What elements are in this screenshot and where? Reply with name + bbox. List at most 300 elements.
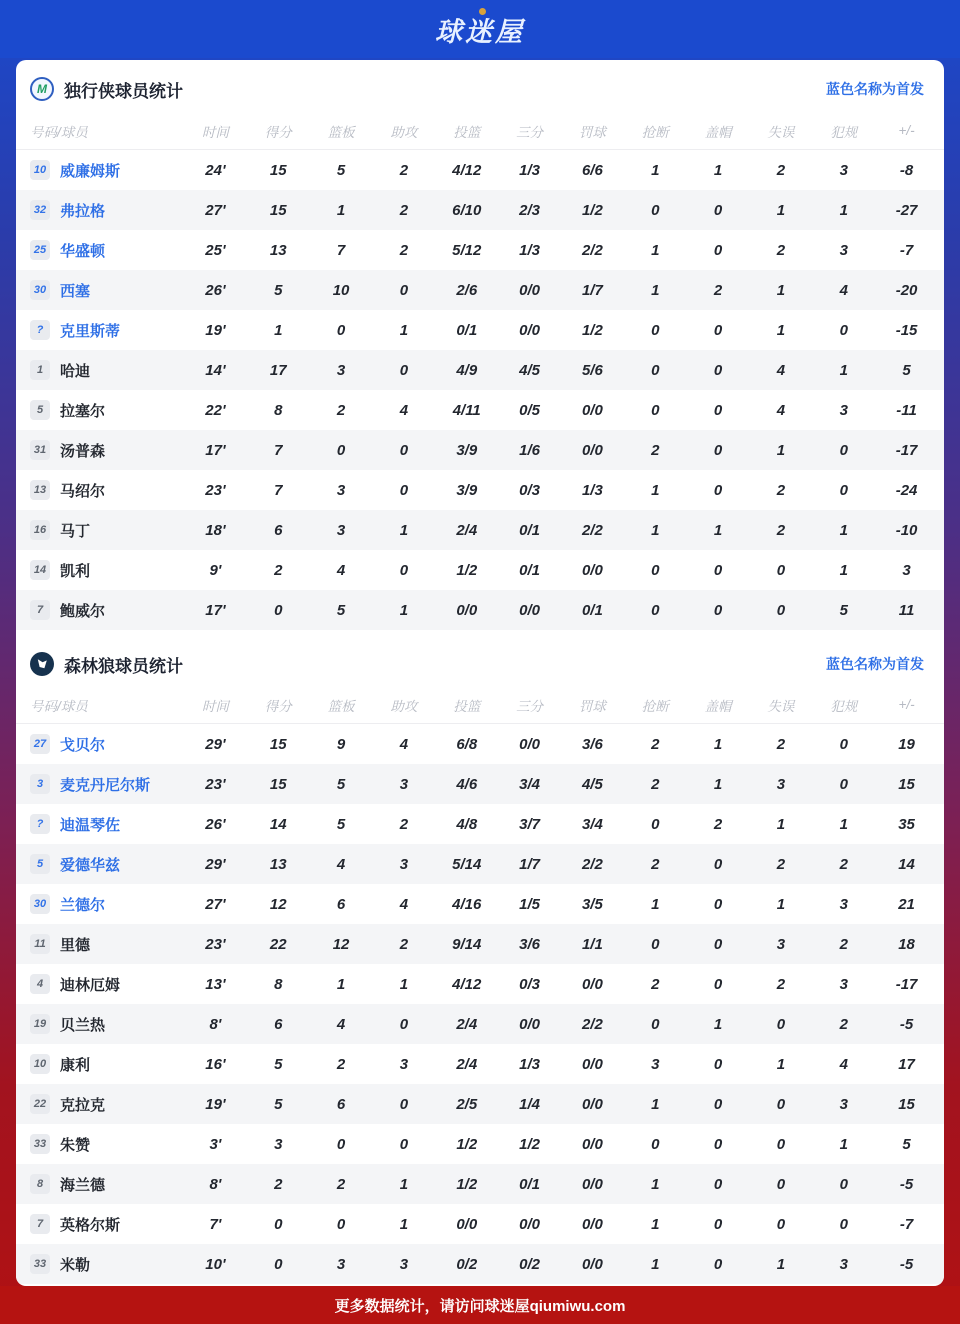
stat-cell: 0 bbox=[651, 401, 660, 419]
stat-cell: 12 bbox=[269, 895, 287, 913]
player-name[interactable]: 克拉克 bbox=[60, 1096, 106, 1114]
stat-cell: 5 bbox=[274, 281, 283, 299]
stat-cell: 0 bbox=[776, 1175, 786, 1193]
stat-cell: 1/3 bbox=[581, 481, 603, 499]
player-number-badge: 25 bbox=[30, 240, 50, 260]
player-name[interactable]: 马绍尔 bbox=[60, 482, 106, 500]
player-cell bbox=[16, 1054, 184, 1075]
table-row bbox=[16, 1044, 944, 1084]
player-number-badge: 30 bbox=[30, 894, 50, 914]
stat-cell: 1/3 bbox=[519, 241, 540, 259]
stat-cell: 15 bbox=[269, 201, 287, 219]
column-header: 时间 bbox=[201, 698, 229, 714]
player-rows bbox=[16, 724, 944, 1284]
stat-cell: 22' bbox=[205, 401, 226, 419]
player-cell bbox=[16, 1254, 184, 1275]
stat-cell: 2 bbox=[713, 815, 723, 833]
table-row bbox=[16, 844, 944, 884]
stat-cell: 14 bbox=[269, 815, 287, 833]
stat-cell: 0/0 bbox=[456, 601, 478, 619]
stat-cell: 29' bbox=[205, 735, 226, 753]
stat-cell: 0/0 bbox=[581, 561, 603, 579]
stat-cell: 2/4 bbox=[456, 1055, 478, 1073]
stat-cell: 0/1 bbox=[519, 561, 540, 579]
table-row bbox=[16, 724, 944, 764]
stat-cell: 0 bbox=[713, 1055, 723, 1073]
stat-cell: 2 bbox=[399, 201, 409, 219]
player-name[interactable]: 朱赞 bbox=[60, 1136, 91, 1154]
stat-cell: 2/2 bbox=[581, 241, 603, 259]
stat-cell: 17' bbox=[205, 601, 226, 619]
stat-cell: 0 bbox=[399, 561, 409, 579]
stat-cell: 15 bbox=[898, 1095, 915, 1113]
stat-cell: 0 bbox=[399, 481, 409, 499]
stat-cell: 0/0 bbox=[519, 601, 540, 619]
player-name[interactable]: 米勒 bbox=[60, 1256, 91, 1274]
stat-cell: 3/6 bbox=[581, 735, 603, 753]
stat-cell: 0 bbox=[399, 361, 409, 379]
stat-cell: 0 bbox=[336, 1135, 346, 1153]
player-name[interactable]: 华盛顿 bbox=[60, 242, 106, 260]
player-cell bbox=[16, 774, 184, 795]
player-name[interactable]: 汤普森 bbox=[60, 442, 106, 460]
stat-cell: 1 bbox=[839, 815, 848, 833]
player-number-badge: 3 bbox=[30, 774, 50, 794]
player-number-badge: 31 bbox=[30, 440, 50, 460]
stat-cell: 2 bbox=[336, 1175, 346, 1193]
stat-cell: 18' bbox=[205, 521, 226, 539]
stat-cell: 6/6 bbox=[581, 161, 603, 179]
player-number-badge: 14 bbox=[30, 560, 50, 580]
player-number-badge: ? bbox=[30, 320, 50, 340]
stat-cell: -15 bbox=[895, 321, 918, 339]
stat-cell: -5 bbox=[899, 1015, 914, 1033]
player-number-badge: 19 bbox=[30, 1014, 50, 1034]
stat-cell: 1/2 bbox=[581, 201, 603, 219]
stat-cell: 1 bbox=[713, 161, 723, 179]
column-header: 失误 bbox=[767, 124, 795, 140]
player-name[interactable]: 海兰德 bbox=[60, 1176, 106, 1194]
stat-cell: 0 bbox=[651, 935, 660, 953]
stat-cell: 1 bbox=[399, 975, 409, 993]
section-title: 森林狼球员统计 bbox=[64, 656, 183, 676]
column-header: 罚球 bbox=[578, 124, 606, 140]
column-header: 犯规 bbox=[830, 698, 858, 714]
column-header: 助攻 bbox=[390, 124, 418, 140]
table-row bbox=[16, 1084, 944, 1124]
stat-cell: 18 bbox=[898, 935, 915, 953]
stat-cell: 16' bbox=[205, 1055, 226, 1073]
team-section-mavericks bbox=[16, 60, 944, 630]
player-name[interactable]: 拉塞尔 bbox=[60, 402, 106, 420]
stat-cell: 1/7 bbox=[519, 855, 540, 873]
column-header-row bbox=[16, 686, 944, 724]
player-number-badge: 7 bbox=[30, 600, 50, 620]
stat-cell: 3 bbox=[776, 935, 786, 953]
stat-cell: 2 bbox=[336, 401, 346, 419]
player-number-badge: ? bbox=[30, 814, 50, 834]
stat-cell: 0/0 bbox=[519, 1215, 540, 1233]
stat-cell: 1 bbox=[839, 1135, 848, 1153]
stat-cell: 8' bbox=[209, 1015, 222, 1033]
table-row bbox=[16, 1124, 944, 1164]
stat-cell: 1 bbox=[336, 975, 346, 993]
stat-cell: 1 bbox=[776, 201, 786, 219]
stat-cell: 3 bbox=[839, 241, 848, 259]
player-name[interactable]: 贝兰热 bbox=[60, 1016, 106, 1034]
stat-cell: 3 bbox=[399, 1255, 409, 1273]
stat-cell: 1 bbox=[651, 241, 660, 259]
stat-cell: 0 bbox=[399, 1135, 409, 1153]
starter-note: 蓝色名称为首发 bbox=[826, 81, 924, 97]
stat-cell: 2 bbox=[274, 561, 283, 579]
stat-cell: 0 bbox=[713, 1175, 723, 1193]
stat-cell: 3/9 bbox=[456, 481, 478, 499]
player-name[interactable]: 哈迪 bbox=[60, 362, 91, 380]
column-header: 号码/球员 bbox=[30, 698, 88, 714]
stat-cell: 0 bbox=[713, 321, 723, 339]
stat-cell: -5 bbox=[899, 1175, 914, 1193]
stat-cell: 1 bbox=[839, 361, 848, 379]
stat-cell: -27 bbox=[895, 201, 918, 219]
stat-cell: 1/3 bbox=[519, 1055, 540, 1073]
stat-cell: 0 bbox=[713, 895, 723, 913]
player-name[interactable]: 麦克丹尼尔斯 bbox=[60, 776, 151, 794]
stat-cell: 1 bbox=[651, 1175, 660, 1193]
stat-cell: 2 bbox=[399, 241, 409, 259]
table-row bbox=[16, 230, 944, 270]
stat-cell: 0 bbox=[713, 1215, 723, 1233]
player-number-badge: 16 bbox=[30, 520, 50, 540]
stat-cell: 2 bbox=[399, 161, 409, 179]
stat-cell: 13 bbox=[269, 241, 287, 259]
stat-cell: 2 bbox=[776, 241, 786, 259]
stat-cell: 1/6 bbox=[519, 441, 540, 459]
stat-cell: 5 bbox=[274, 1095, 283, 1113]
stat-cell: 1/2 bbox=[519, 1135, 540, 1153]
player-cell bbox=[16, 600, 184, 621]
stat-cell: 2 bbox=[651, 975, 660, 993]
column-header: +/- bbox=[898, 123, 915, 138]
stat-cell: 1 bbox=[776, 895, 786, 913]
stat-cell: 1 bbox=[651, 521, 660, 539]
stat-cell: 2/3 bbox=[519, 201, 540, 219]
stat-cell: 2 bbox=[776, 975, 786, 993]
player-number-badge: 11 bbox=[30, 934, 50, 954]
stat-cell: 0/0 bbox=[581, 401, 603, 419]
stat-cell: 12 bbox=[332, 935, 350, 953]
stat-cell: 0 bbox=[713, 1095, 723, 1113]
player-number-badge: 27 bbox=[30, 734, 50, 754]
stat-cell: 1/3 bbox=[519, 161, 540, 179]
player-cell bbox=[16, 1174, 184, 1195]
player-cell bbox=[16, 934, 184, 955]
stat-cell: 5/12 bbox=[452, 241, 482, 259]
player-number-badge: 5 bbox=[30, 854, 50, 874]
table-row bbox=[16, 430, 944, 470]
stat-cell: -11 bbox=[896, 401, 917, 419]
stat-cell: 23' bbox=[205, 935, 226, 953]
column-header: 投篮 bbox=[453, 698, 481, 714]
stat-cell: 2/5 bbox=[456, 1095, 478, 1113]
stat-cell: 13' bbox=[205, 975, 226, 993]
stat-cell: 0/1 bbox=[581, 601, 603, 619]
stat-cell: 7 bbox=[274, 441, 283, 459]
stat-cell: 27' bbox=[205, 201, 226, 219]
stat-cell: 4 bbox=[399, 895, 409, 913]
stat-cell: 0 bbox=[713, 201, 723, 219]
stat-cell: 0 bbox=[839, 481, 848, 499]
stat-cell: 2 bbox=[651, 735, 660, 753]
stat-cell: -24 bbox=[895, 481, 918, 499]
stat-cell: 1 bbox=[651, 895, 660, 913]
stat-cell: 4/6 bbox=[456, 775, 478, 793]
stat-cell: 0/0 bbox=[581, 975, 603, 993]
stat-cell: 4 bbox=[399, 401, 409, 419]
stat-cell: -7 bbox=[899, 241, 914, 259]
stat-cell: 3 bbox=[336, 1255, 346, 1273]
column-header: 三分 bbox=[516, 124, 544, 140]
table-row bbox=[16, 590, 944, 630]
stat-cell: 2/2 bbox=[581, 521, 603, 539]
player-name[interactable]: 迪温琴佐 bbox=[60, 816, 121, 834]
stat-cell: 1 bbox=[651, 1095, 660, 1113]
stat-cell: 7' bbox=[209, 1215, 222, 1233]
stat-cell: 5 bbox=[336, 161, 346, 179]
stat-cell: 0/0 bbox=[581, 1135, 603, 1153]
stat-cell: 7 bbox=[336, 241, 346, 259]
stat-cell: 6 bbox=[336, 1095, 346, 1113]
player-number-badge: 1 bbox=[30, 360, 50, 380]
table-row bbox=[16, 470, 944, 510]
player-number-badge: 4 bbox=[30, 974, 50, 994]
player-name[interactable]: 凯利 bbox=[60, 562, 91, 580]
stat-cell: 0 bbox=[776, 1095, 786, 1113]
player-cell bbox=[16, 520, 184, 541]
stat-cell: 3 bbox=[399, 1055, 409, 1073]
player-cell bbox=[16, 480, 184, 501]
stat-cell: 0 bbox=[839, 1215, 848, 1233]
player-name[interactable]: 里德 bbox=[60, 936, 91, 954]
table-row bbox=[16, 270, 944, 310]
table-row bbox=[16, 1204, 944, 1244]
stat-cell: 0/0 bbox=[519, 281, 540, 299]
table-row bbox=[16, 350, 944, 390]
player-name[interactable]: 弗拉格 bbox=[60, 202, 106, 220]
stat-cell: 6/10 bbox=[452, 201, 482, 219]
column-header: 犯规 bbox=[830, 124, 858, 140]
stat-cell: 0 bbox=[776, 561, 786, 579]
stat-cell: -8 bbox=[899, 161, 914, 179]
stat-cell: 8 bbox=[274, 401, 283, 419]
stat-cell: 0 bbox=[839, 735, 848, 753]
table-row bbox=[16, 964, 944, 1004]
player-name[interactable]: 迪林厄姆 bbox=[60, 976, 121, 994]
stat-cell: 5 bbox=[902, 361, 911, 379]
column-header: 三分 bbox=[516, 698, 544, 714]
stat-cell: 35 bbox=[898, 815, 915, 833]
stat-cell: 0/0 bbox=[519, 1015, 540, 1033]
player-name[interactable]: 鲍威尔 bbox=[60, 602, 106, 620]
stat-cell: 8 bbox=[274, 975, 283, 993]
table-row bbox=[16, 190, 944, 230]
stat-cell: 0 bbox=[713, 855, 723, 873]
stat-cell: 0 bbox=[713, 481, 723, 499]
stat-cell: 0/1 bbox=[519, 1175, 540, 1193]
stat-cell: 1/5 bbox=[519, 895, 540, 913]
stat-cell: 2 bbox=[776, 735, 786, 753]
stat-cell: 1/2 bbox=[456, 561, 478, 579]
stat-cell: 2 bbox=[776, 855, 786, 873]
stat-cell: 2 bbox=[776, 481, 786, 499]
stat-cell: 4/5 bbox=[519, 361, 540, 379]
stat-cell: 0 bbox=[776, 1215, 786, 1233]
stat-cell: 0 bbox=[651, 1015, 660, 1033]
table-row bbox=[16, 310, 944, 350]
player-name[interactable]: 爱德华兹 bbox=[60, 856, 121, 874]
player-name[interactable]: 英格尔斯 bbox=[60, 1216, 121, 1234]
player-cell bbox=[16, 320, 184, 341]
stat-cell: 0 bbox=[839, 775, 848, 793]
table-row bbox=[16, 150, 944, 190]
stat-cell: 1/4 bbox=[519, 1095, 540, 1113]
player-number-badge: 7 bbox=[30, 1214, 50, 1234]
player-number-badge: 10 bbox=[30, 1054, 50, 1074]
stat-cell: 0 bbox=[713, 935, 723, 953]
player-number-badge: 32 bbox=[30, 200, 50, 220]
section-title: 独行侠球员统计 bbox=[64, 81, 183, 101]
table-row bbox=[16, 390, 944, 430]
stat-cell: 3 bbox=[839, 161, 848, 179]
stat-cell: 0 bbox=[274, 1215, 283, 1233]
stat-cell: 15 bbox=[269, 161, 287, 179]
stat-cell: 0 bbox=[839, 321, 848, 339]
stat-cell: 11 bbox=[898, 601, 915, 619]
stat-cell: 0 bbox=[651, 601, 660, 619]
stat-cell: 4/11 bbox=[452, 401, 481, 419]
stat-cell: 2 bbox=[839, 935, 848, 953]
stat-cell: 6 bbox=[274, 521, 283, 539]
stat-cell: 4 bbox=[776, 401, 786, 419]
stat-cell: 1 bbox=[839, 201, 848, 219]
stat-cell: 3 bbox=[839, 975, 848, 993]
stat-cell: 0/0 bbox=[581, 1255, 603, 1273]
player-name[interactable]: 威廉姆斯 bbox=[60, 162, 121, 180]
stat-cell: 0 bbox=[651, 1135, 660, 1153]
stat-cell: 3 bbox=[839, 895, 848, 913]
stat-cell: 0/0 bbox=[519, 321, 540, 339]
stat-cell: 4 bbox=[336, 1015, 346, 1033]
stat-cell: 23' bbox=[205, 481, 226, 499]
stat-cell: 2 bbox=[399, 935, 409, 953]
table-row bbox=[16, 1244, 944, 1284]
stat-cell: 6 bbox=[274, 1015, 283, 1033]
stat-cell: 4/12 bbox=[452, 975, 482, 993]
stat-cell: 0/2 bbox=[456, 1255, 478, 1273]
stat-cell: 2/2 bbox=[581, 1015, 603, 1033]
stat-cell: 9/14 bbox=[452, 935, 482, 953]
stat-cell: 2 bbox=[651, 441, 660, 459]
column-header: 罚球 bbox=[578, 698, 606, 714]
stat-cell: 0/3 bbox=[519, 975, 540, 993]
column-header-row bbox=[16, 112, 944, 150]
stat-cell: 1 bbox=[776, 441, 786, 459]
stat-cell: 4 bbox=[336, 561, 346, 579]
stat-cell: 2/4 bbox=[456, 521, 478, 539]
player-cell bbox=[16, 200, 184, 221]
player-name[interactable]: 克里斯蒂 bbox=[60, 322, 121, 340]
stat-cell: 9' bbox=[209, 561, 222, 579]
stat-cell: 1 bbox=[776, 1255, 786, 1273]
player-name[interactable]: 戈贝尔 bbox=[60, 736, 106, 754]
stat-cell: 15 bbox=[269, 775, 287, 793]
column-header: 得分 bbox=[264, 124, 292, 140]
stat-cell: 26' bbox=[205, 281, 226, 299]
stat-cell: 1 bbox=[776, 1055, 786, 1073]
player-number-badge: 8 bbox=[30, 1174, 50, 1194]
stat-cell: 3' bbox=[209, 1135, 222, 1153]
stat-cell: 1 bbox=[399, 521, 409, 539]
stat-cell: 2 bbox=[274, 1175, 283, 1193]
stat-cell: 4/16 bbox=[452, 895, 482, 913]
stat-cell: 4 bbox=[839, 281, 848, 299]
player-name[interactable]: 西塞 bbox=[60, 282, 91, 300]
logo-accent-dot bbox=[479, 8, 486, 15]
stat-cell: 2 bbox=[651, 855, 660, 873]
stat-cell: 8' bbox=[209, 1175, 222, 1193]
player-number-badge: 13 bbox=[30, 480, 50, 500]
app-footer bbox=[0, 1286, 960, 1324]
stat-cell: 0 bbox=[399, 281, 409, 299]
column-header: 篮板 bbox=[327, 124, 355, 140]
player-name[interactable]: 马丁 bbox=[60, 522, 91, 540]
stat-cell: 1 bbox=[651, 481, 660, 499]
stat-cell: 3 bbox=[274, 1135, 283, 1153]
stat-cell: 0 bbox=[336, 1215, 346, 1233]
stat-cell: 0 bbox=[713, 361, 723, 379]
stat-cell: 3 bbox=[336, 361, 346, 379]
column-header: 抢断 bbox=[641, 124, 669, 140]
player-cell bbox=[16, 854, 184, 875]
table-row bbox=[16, 1004, 944, 1044]
player-name[interactable]: 兰德尔 bbox=[60, 896, 106, 914]
stat-cell: 1 bbox=[399, 1215, 409, 1233]
stat-cell: 0 bbox=[776, 601, 786, 619]
team-section-timberwolves bbox=[16, 630, 944, 1284]
player-cell bbox=[16, 280, 184, 301]
stat-cell: 24' bbox=[205, 161, 226, 179]
stat-cell: 0 bbox=[336, 441, 346, 459]
stat-cell: 0 bbox=[713, 1135, 723, 1153]
stat-cell: 0 bbox=[713, 401, 723, 419]
stat-cell: 25' bbox=[205, 241, 226, 259]
player-number-badge: 22 bbox=[30, 1094, 50, 1114]
stat-cell: -10 bbox=[895, 521, 918, 539]
stat-cell: 1 bbox=[776, 321, 786, 339]
stat-cell: 3 bbox=[839, 1095, 848, 1113]
player-cell bbox=[16, 734, 184, 755]
stat-cell: 3 bbox=[399, 855, 409, 873]
stat-cell: 19 bbox=[898, 735, 915, 753]
stat-cell: 1 bbox=[839, 521, 848, 539]
stat-cell: 29' bbox=[205, 855, 226, 873]
stat-cell: 0/2 bbox=[519, 1255, 540, 1273]
stat-cell: 9 bbox=[336, 735, 346, 753]
player-name[interactable]: 康利 bbox=[60, 1056, 91, 1074]
column-header: 号码/球员 bbox=[30, 124, 88, 140]
stat-cell: 4/9 bbox=[456, 361, 478, 379]
player-number-badge: 33 bbox=[30, 1254, 50, 1274]
